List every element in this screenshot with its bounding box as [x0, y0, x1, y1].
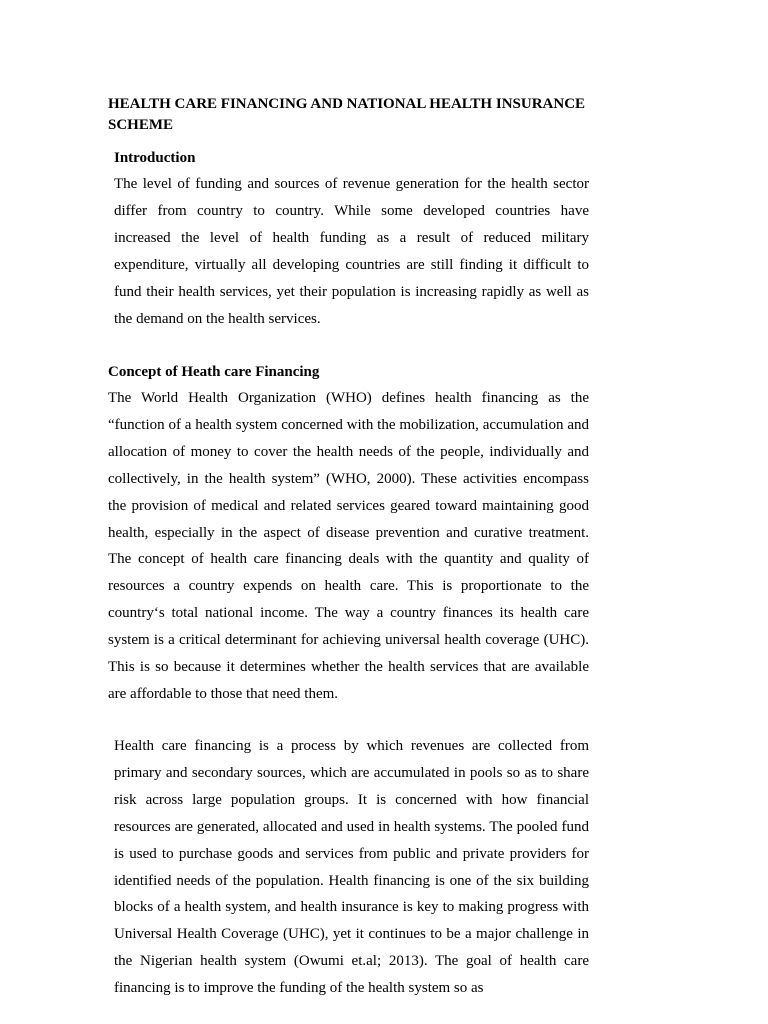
section-heading-introduction: Introduction [114, 150, 196, 166]
document-title: HEALTH CARE FINANCING AND NATIONAL HEALTH INSURANCE SCHEME [108, 96, 586, 133]
introduction-paragraph: The level of funding and sources of revenue generation for the health sector differ from country to country. While some developed countries have increased the level of health funding as a result of reduced military expenditure, virtually all developing countries are still finding it difficult to fund their health services, yet their population is increasing rapidly as well as the demand on the health services. [114, 176, 589, 327]
concept-paragraph-financing-process: Health care financing is a process by which revenues are collected from primary and secondary sources, which are accumulated in pools so as to share risk across large population groups. It is concerned with how financial resources are generated, allocated and used in health systems. The pooled fund is used to purchase goods and services from public and private providers for identified needs of the population. Health financing is one of the six building blocks of a health system, and health insurance is key to making progress with Universal Health Coverage (UHC), yet it continues to be a major challenge in the Nigerian health system (Owumi et.al; 2013). The goal of health care financing is to improve the funding of the health system so as [114, 738, 589, 997]
concept-paragraph-who-definition: The World Health Organization (WHO) defines health financing as the “function of a health system concerned with the mobilization, accumulation and allocation of money to cover the health needs of the people, individually and collectively, in the health system” (WHO, 2000). These activities encompass the provision of medical and related services geared toward maintaining good health, especially in the aspect of disease prevention and curative treatment. The concept of health care financing deals with the quantity and quality of resources a country expends on health care. This is proportionate to the country‘s total national income. The way a country finances its health care system is a critical determinant for achieving universal health coverage (UHC). This is so because it determines whether the health services that are available are affordable to those that need them. [108, 390, 589, 702]
section-heading-concept: Concept of Heath care Financing [108, 364, 320, 380]
